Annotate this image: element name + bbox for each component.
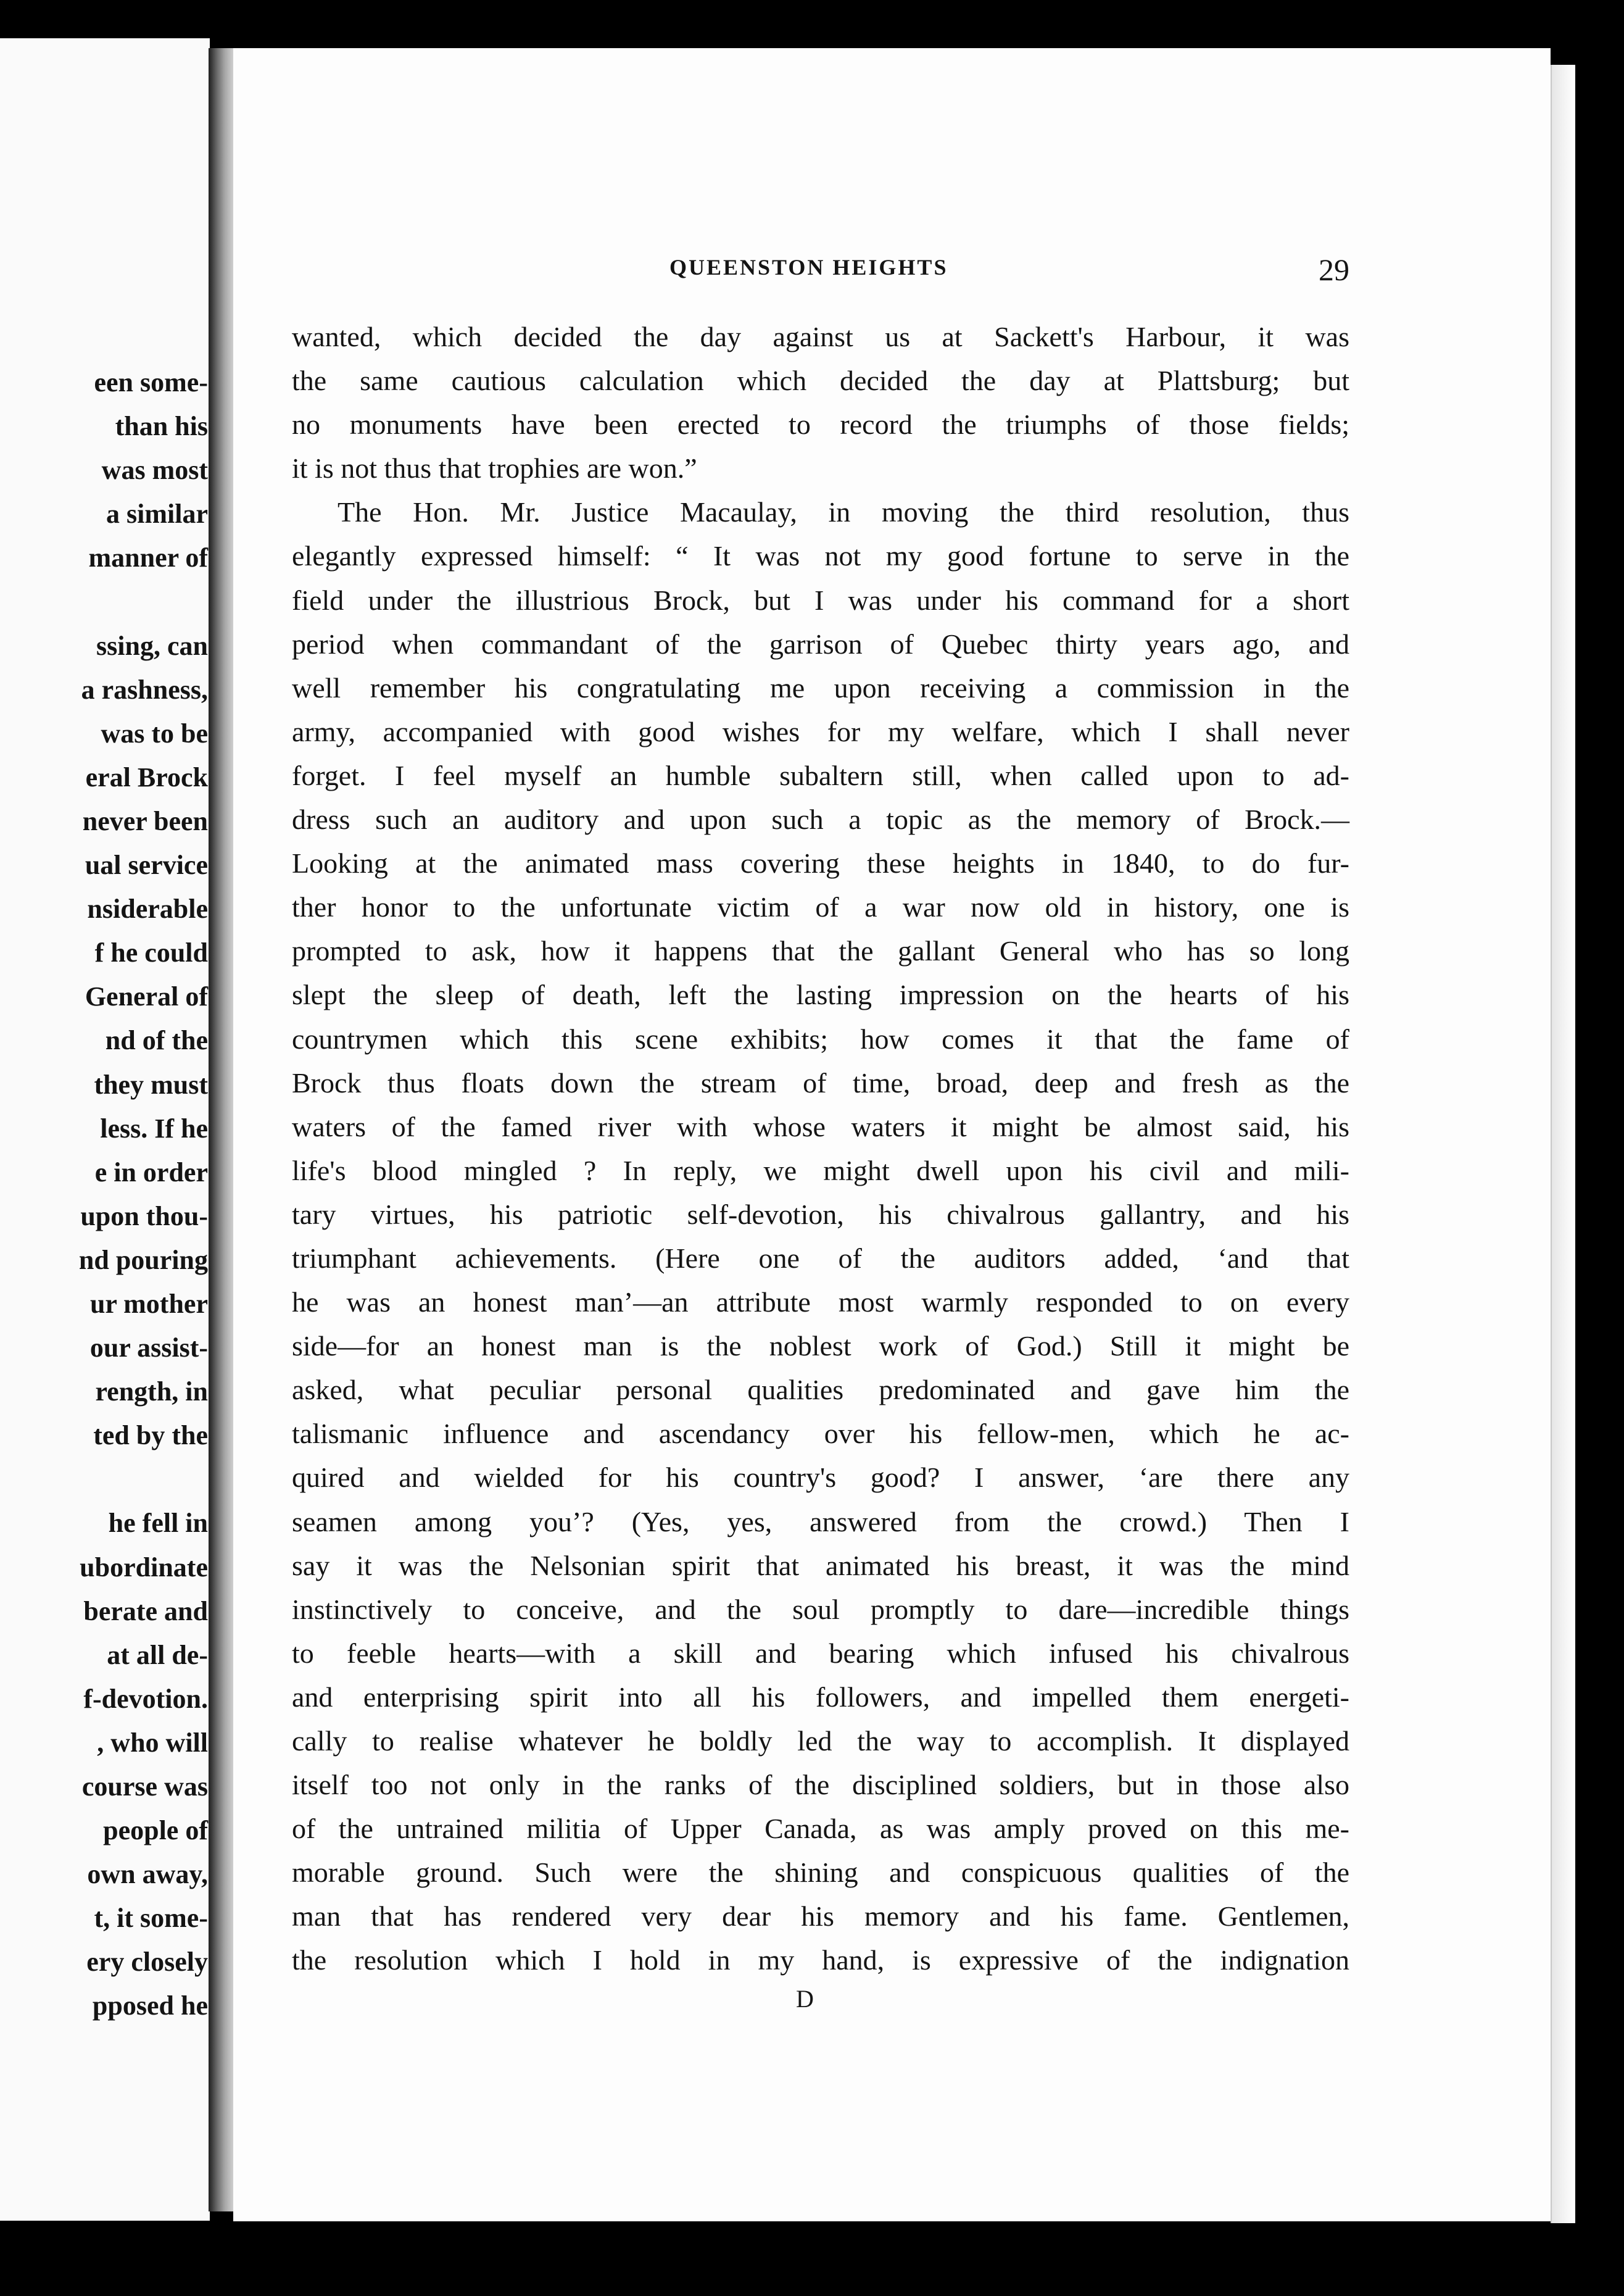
text-line: wanted, which decided the day against us at Sackett's Harbour, it was xyxy=(292,321,1349,352)
facing-page-line: our assist- xyxy=(89,1333,208,1363)
text-line: no monuments have been erected to record the triumphs of those fields; xyxy=(292,409,1349,441)
facing-page-line: less. If he xyxy=(100,1113,208,1144)
facing-page-line: he fell in xyxy=(108,1508,208,1539)
facing-page-line: was most xyxy=(101,455,208,486)
facing-page-line: they must xyxy=(94,1069,208,1100)
facing-page-line: t, it some- xyxy=(94,1903,208,1934)
facing-page-line: ery closely xyxy=(86,1947,208,1978)
facing-page-line: was to be xyxy=(101,718,208,749)
text-line: ther honor to the unfortunate victim of a war now old in history, one is xyxy=(292,891,1349,923)
facing-page-line: own away, xyxy=(87,1859,208,1890)
text-line: slept the sleep of death, left the lasting impression on the hearts of his xyxy=(292,979,1349,1011)
facing-page-line: never been xyxy=(82,805,208,836)
facing-page-line: pposed he xyxy=(92,1990,208,2021)
text-line: side—for an honest man is the noblest work of God.) Still it might be xyxy=(292,1330,1349,1362)
text-line: life's blood mingled ? In reply, we might dwell upon his civil and mili- xyxy=(292,1154,1349,1186)
text-line: period when commandant of the garrison of Quebec thirty years ago, and xyxy=(292,628,1349,660)
facing-page-line: berate and xyxy=(83,1595,208,1626)
text-line: army, accompanied with good wishes for my welfare, which I shall never xyxy=(292,715,1349,747)
facing-page-line: f-devotion. xyxy=(83,1683,208,1714)
facing-page-line: eral Brock xyxy=(85,762,208,792)
facing-page-line: a similar xyxy=(106,499,208,530)
text-line: Brock thus floats down the stream of time, broad, deep and fresh as the xyxy=(292,1067,1349,1099)
text-line: well remember his congratulating me upon receiving a commission in the xyxy=(292,672,1349,704)
facing-page-line: nd pouring xyxy=(78,1244,208,1275)
text-line: Looking at the animated mass covering these heights in 1840, to do fur- xyxy=(292,847,1349,880)
text-line: say it was the Nelsonian spirit that animated his breast, it was the mind xyxy=(292,1549,1349,1581)
text-line: elegantly expressed himself: “ It was not my good fortune to serve in the xyxy=(292,540,1349,572)
text-line: instinctively to conceive, and the soul promptly to dare—incredible things xyxy=(292,1593,1349,1625)
facing-page-line: a rashness, xyxy=(81,674,208,705)
text-line: cally to realise whatever he boldly led the way to accomplish. It displayed xyxy=(292,1725,1349,1757)
facing-page-line: nsiderable xyxy=(87,894,208,925)
text-line: to feeble hearts—with a skill and bearing which infused his chivalrous xyxy=(292,1637,1349,1669)
facing-page-line: upon thou- xyxy=(80,1200,208,1231)
facing-page-line: ted by the xyxy=(93,1420,208,1451)
running-head: QUEENSTON HEIGHTS xyxy=(669,255,948,280)
facing-page-line: ual service xyxy=(85,850,208,881)
page-edge xyxy=(1551,65,1575,2223)
facing-page-line: course was xyxy=(81,1771,208,1802)
facing-page-line: e in order xyxy=(94,1157,208,1188)
text-line: the same cautious calculation which decided the day at Plattsburg; but xyxy=(292,365,1349,397)
book-gutter xyxy=(209,48,234,2211)
text-line: the resolution which I hold in my hand, is expressive of the indignation xyxy=(292,1944,1349,1976)
text-line: and enterprising spirit into all his followers, and impelled them energeti- xyxy=(292,1681,1349,1713)
facing-page-line: General of xyxy=(85,981,208,1012)
text-line: forget. I feel myself an humble subaltern still, when called upon to ad- xyxy=(292,759,1349,791)
facing-page-line: f he could xyxy=(94,938,208,968)
page-number: 29 xyxy=(1319,252,1349,287)
facing-page-line xyxy=(79,580,208,623)
text-line: countrymen which this scene exhibits; how comes it that the fame of xyxy=(292,1023,1349,1055)
text-line: asked, what peculiar personal qualities predominated and gave him the xyxy=(292,1374,1349,1406)
facing-page-line: than his xyxy=(115,411,208,442)
facing-page-line: manner of xyxy=(88,543,208,573)
text-line: itself too not only in the ranks of the disciplined soldiers, but in those also xyxy=(292,1769,1349,1801)
facing-page-line: ssing, can xyxy=(96,630,208,661)
text-line: morable ground. Such were the shining and conspicuous qualities of the xyxy=(292,1857,1349,1889)
text-line: waters of the famed river with whose waters it might be almost said, his xyxy=(292,1110,1349,1142)
facing-page-line: , who will xyxy=(97,1727,208,1758)
text-line: prompted to ask, how it happens that the gallant General who has so long xyxy=(292,935,1349,967)
text-line: quired and wielded for his country's good? I answer, ‘are there any xyxy=(292,1462,1349,1494)
text-line: of the untrained militia of Upper Canada, as was amply proved on this me- xyxy=(292,1813,1349,1845)
text-line: tary virtues, his patriotic self-devotion, his chivalrous gallantry, and his xyxy=(292,1198,1349,1230)
facing-page-left xyxy=(0,38,210,2221)
facing-page-line: een some- xyxy=(94,367,208,397)
facing-page-line: nd of the xyxy=(105,1025,208,1056)
facing-page-text xyxy=(79,360,208,2028)
signature-mark: D xyxy=(796,1985,814,2013)
facing-page-line: ur mother xyxy=(89,1288,208,1319)
facing-page-line xyxy=(79,1457,208,1501)
text-line: field under the illustrious Brock, but I was under his command for a short xyxy=(292,584,1349,616)
text-line: it is not thus that trophies are won.” xyxy=(292,452,697,485)
facing-page-line: people of xyxy=(103,1815,208,1846)
text-line: talismanic influence and ascendancy over his fellow-men, which he ac- xyxy=(292,1418,1349,1450)
body-text xyxy=(292,315,1349,1982)
facing-page-line: ubordinate xyxy=(80,1552,208,1583)
text-line: dress such an auditory and upon such a topic as the memory of Brock.— xyxy=(292,804,1349,836)
text-line: man that has rendered very dear his memory and his fame. Gentlemen, xyxy=(292,1900,1349,1932)
facing-page-line: rength, in xyxy=(95,1376,208,1407)
text-line: he was an honest man’—an attribute most warmly responded to on every xyxy=(292,1286,1349,1318)
text-line: triumphant achievements. (Here one of the auditors added, ‘and that xyxy=(292,1242,1349,1274)
text-line: seamen among you’? (Yes, yes, answered from the crowd.) Then I xyxy=(292,1505,1349,1537)
text-line: The Hon. Mr. Justice Macaulay, in moving the third resolution, thus xyxy=(338,496,1349,528)
facing-page-line: at all de- xyxy=(107,1639,208,1670)
